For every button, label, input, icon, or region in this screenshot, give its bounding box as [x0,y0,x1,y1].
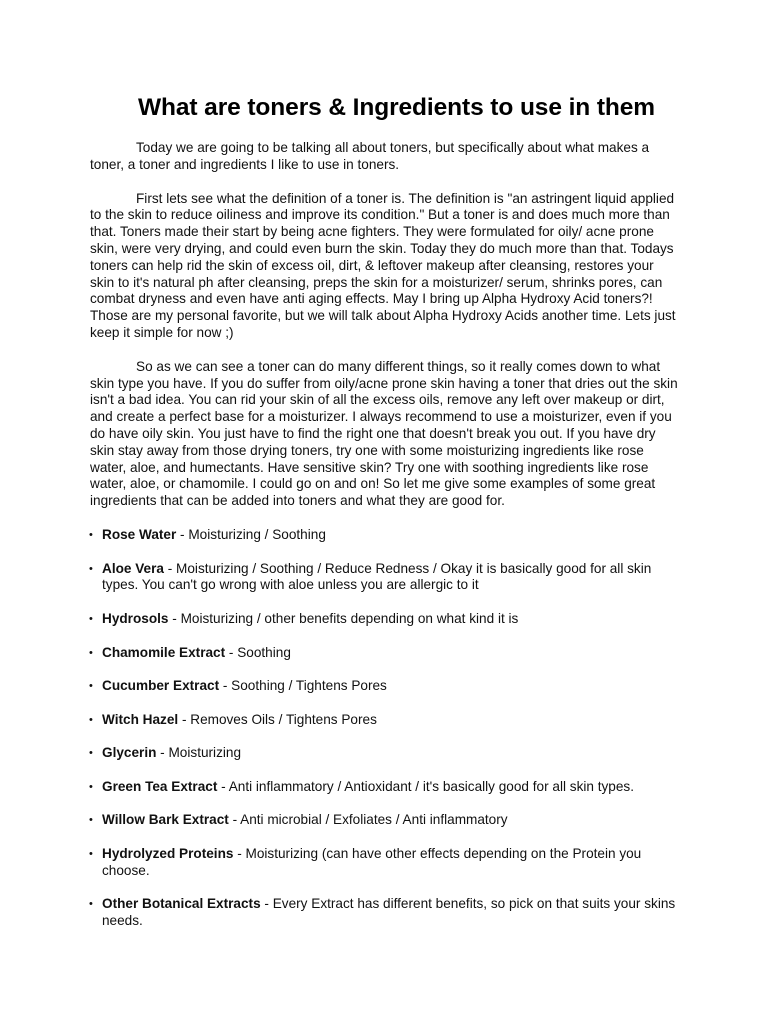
bullet-icon: • [89,646,93,659]
bullet-icon: • [89,898,93,911]
bullet-icon: • [89,612,93,625]
document-page [90,92,680,947]
list-item [90,527,680,544]
ingredient-description: - Moisturizing (can have other effects depending on the Protein you choose. [102,846,642,878]
ingredient-name: Other Botanical Extracts [102,896,261,912]
list-item [90,779,680,796]
skin-type-paragraph: So as we can see a toner can do many different things, so it really comes down to what skin type you have. If you do suffer from oily/acne prone skin having a toner that dries out the skin isn't a bad idea. You can rid your skin of all the excess oils, remove any left over makeup or dirt, and create a perfect base for a moisturizer. I always recommend to use a moisturizer, even if you do have oily skin. You just have to find the right one that doesn't break you out. If you have dry skin stay away from those drying toners, try one with some moisturizing ingredients like rose water, aloe, and humectants. Have sensitive skin? Try one with soothing ingredients like rose water, aloe, or chamomile. I could go on and on! So let me give some examples of some great ingredients that can be added into toners and what they are good for. [90,358,678,509]
ingredient-name: Willow Bark Extract [102,812,229,828]
ingredient-description: - Moisturizing / other benefits depending on what kind it is [168,610,519,626]
ingredient-description: - Soothing / Tightens Pores [219,678,387,694]
ingredient-name: Rose Water [102,526,177,542]
ingredient-description: - Every Extract has different benefits, so pick on that suits your skins needs. [102,896,676,929]
bullet-icon: • [89,713,93,726]
ingredient-description: - Moisturizing [156,745,242,761]
list-item [90,812,680,829]
list-item [90,645,680,662]
bullet-icon: • [89,848,93,861]
list-item [90,745,680,762]
ingredient-description: - Removes Oils / Tightens Pores [178,711,377,727]
bullet-icon: • [89,528,93,541]
ingredient-description: - Moisturizing / Soothing [176,526,326,542]
ingredient-name: Glycerin [102,745,157,761]
ingredient-name: Cucumber Extract [102,678,220,694]
list-item [90,846,680,880]
ingredient-name: Witch Hazel [102,711,179,727]
bullet-icon: • [89,747,93,760]
list-item [90,611,680,628]
ingredient-name: Chamomile Extract [102,644,226,660]
bullet-icon: • [89,814,93,827]
intro-paragraph: Today we are going to be talking all about toners, but specifically about what makes a toner, a toner and ingredients I like to use in toners. [90,140,650,172]
ingredient-name: Hydrolyzed Proteins [102,846,234,862]
ingredient-description: - Moisturizing / Soothing / Reduce Redness / Okay it is basically good for all skin types. You can't go wrong with aloe unless you are allergic to it [102,560,652,593]
definition-paragraph: First lets see what the definition of a toner is. The definition is "an astringent liquid applied to the skin to reduce oiliness and improve its condition." But a toner is and does much more than that. Toners made their start by being acne fighters. They were formulated for oily/ acne prone skin, were very drying, and could even burn the skin. Today they do much more than that. Todays toners can help rid the skin of excess oil, dirt, & leftover makeup after cleansing, restores your skin to it's natural ph after cleansing, preps the skin for a moisturizer/ serum, shrinks pores, can combat dryness and even have anti aging effects. May I bring up Alpha Hydroxy Acid toners?! Those are my personal favorite, but we will talk about Alpha Hydroxy Acids another time. Lets just keep it simple for now ;) [90,190,676,340]
ingredient-name: Aloe Vera [102,560,164,576]
list-item [90,712,680,729]
list-item [90,678,680,695]
bullet-icon: • [89,780,93,793]
bullet-icon: • [89,680,93,693]
ingredient-list [90,527,680,930]
ingredient-name: Green Tea Extract [102,778,218,794]
bullet-icon: • [89,562,93,575]
list-item [90,896,680,930]
ingredient-description: - Soothing [225,644,291,660]
ingredient-description: - Anti inflammatory / Antioxidant / it's basically good for all skin types. [217,778,634,794]
ingredient-description: - Anti microbial / Exfoliates / Anti inflammatory [228,812,508,828]
page-title: What are toners & Ingredients to use in them [138,94,655,121]
list-item [90,561,680,595]
ingredient-name: Hydrosols [102,610,169,626]
